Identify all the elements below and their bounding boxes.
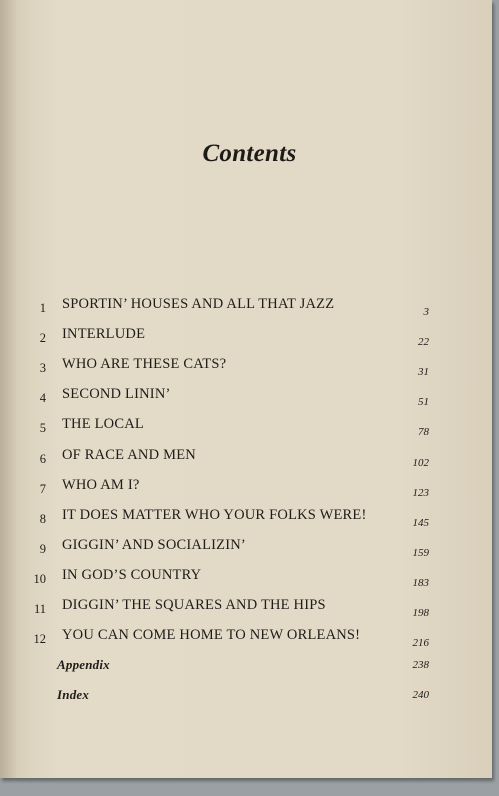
toc-entry [0, 416, 499, 440]
chapter-number: 6 [39, 452, 46, 466]
chapter-title: GIGGIN’ AND SOCIALIZIN’ [62, 537, 246, 553]
chapter-title: SECOND LININ’ [62, 386, 171, 402]
chapter-number: 1 [39, 301, 46, 315]
chapter-number: 9 [39, 542, 46, 556]
page-number: 31 [418, 366, 429, 378]
toc-entry [0, 477, 499, 501]
chapter-number: 7 [39, 482, 46, 496]
chapter-title: THE LOCAL [62, 416, 144, 432]
chapter-number: 8 [39, 512, 46, 526]
toc-entry [0, 447, 499, 471]
chapter-title: YOU CAN COME HOME TO NEW ORLEANS! [62, 627, 361, 643]
page-number: 3 [423, 306, 429, 318]
chapter-title: OF RACE AND MEN [62, 447, 196, 463]
chapter-title: SPORTIN’ HOUSES AND ALL THAT JAZZ [62, 296, 335, 312]
chapter-number: 10 [33, 572, 46, 586]
page-number: 22 [418, 336, 429, 348]
chapter-title: WHO AM I? [62, 477, 140, 493]
toc-entry [0, 326, 499, 350]
page-number: 238 [412, 659, 429, 671]
page-number: 240 [412, 689, 429, 701]
chapter-title: INTERLUDE [62, 326, 146, 342]
page-number: 159 [412, 547, 429, 559]
index-title: Index [57, 687, 90, 702]
chapter-title: DIGGIN’ THE SQUARES AND THE HIPS [62, 597, 326, 613]
toc-entry [0, 386, 499, 410]
toc-entry [0, 356, 499, 380]
toc-entry [0, 687, 499, 711]
toc-entry [0, 627, 499, 651]
page-number: 102 [412, 457, 429, 469]
chapter-number: 11 [33, 602, 46, 616]
toc-entry [0, 296, 499, 320]
chapter-title: IT DOES MATTER WHO YOUR FOLKS WERE! [62, 507, 367, 523]
page-number: 145 [412, 517, 429, 529]
chapter-title: IN GOD’S COUNTRY [62, 567, 202, 583]
page-number: 183 [412, 577, 429, 589]
appendix-title: Appendix [57, 657, 110, 672]
page-number: 51 [418, 396, 429, 408]
toc-entry [0, 597, 499, 621]
toc-entry [0, 507, 499, 531]
toc-entry [0, 537, 499, 561]
page-title: Contents [202, 140, 297, 167]
chapter-number: 2 [39, 331, 46, 345]
page-number: 216 [412, 637, 429, 649]
chapter-number: 4 [39, 391, 46, 405]
page-number: 123 [412, 487, 429, 499]
chapter-title: WHO ARE THESE CATS? [62, 356, 227, 372]
page-number: 78 [418, 426, 429, 438]
chapter-number: 5 [39, 421, 46, 435]
chapter-number: 12 [33, 632, 46, 646]
toc-entry [0, 657, 499, 681]
page-number: 198 [412, 607, 429, 619]
toc-entry [0, 567, 499, 591]
chapter-number: 3 [39, 361, 46, 375]
